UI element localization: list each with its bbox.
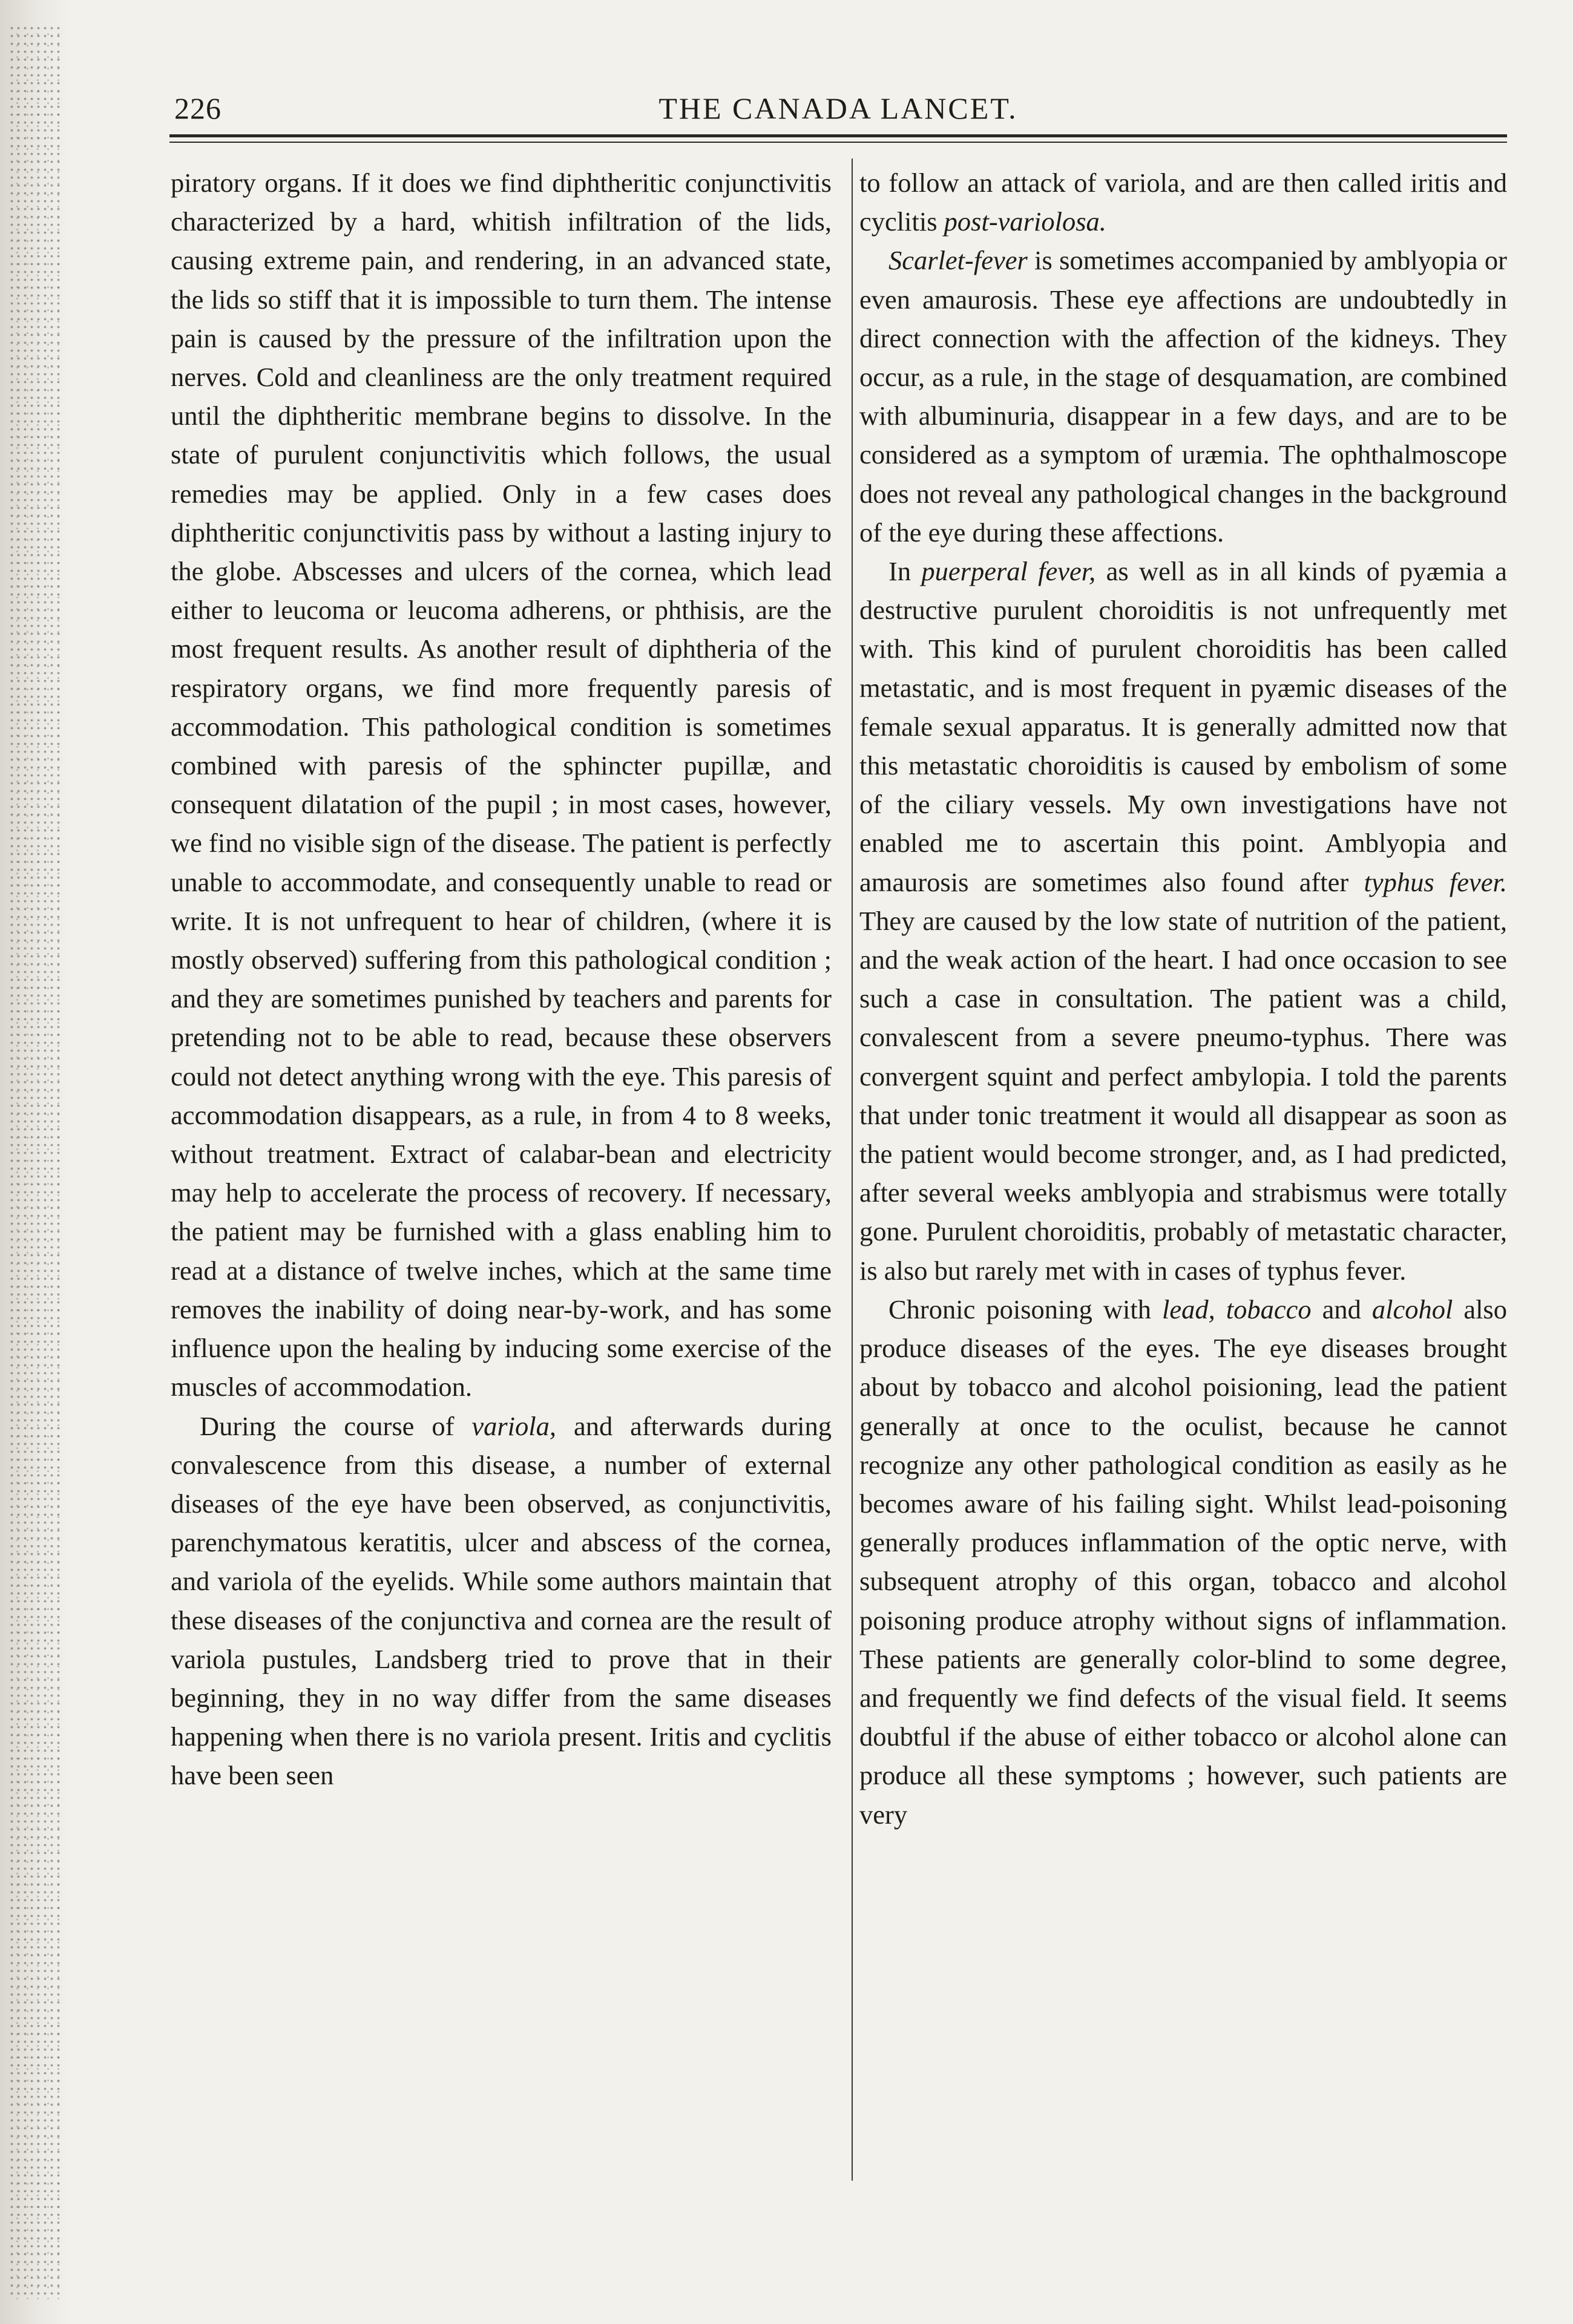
paragraph-scarlet-fever <box>859 241 1507 552</box>
right-column <box>859 163 1507 1834</box>
paragraph-variola <box>171 1407 832 1795</box>
italic-term-alcohol: alcohol <box>1371 1294 1453 1324</box>
italic-term-variola: variola, <box>471 1410 557 1441</box>
italic-term-tobacco: tobacco <box>1226 1294 1312 1324</box>
text-run: Chronic poisoning with <box>888 1294 1162 1324</box>
running-head-title: THE CANADA LANCET. <box>658 91 1018 125</box>
text-run: is sometimes accompanied by amblyopia or even amaurosis. These eye affections are undoubtedly in direct connection with the affection of the kidneys. They occur, as a rule, in the stage of desquamation, are combined with albuminuria, disappear in a few days, and are to be considered as a symptom of uræmia. The ophthalmoscope does not reveal any pathological changes in the background of the eye during these affections. <box>859 245 1507 548</box>
italic-term-post-variolosa: post-variolosa. <box>944 206 1106 237</box>
italic-term-typhus-fever: typhus fever. <box>1364 866 1508 897</box>
binding-scan-noise <box>8 24 63 2299</box>
header-rule-thick <box>169 134 1507 137</box>
text-run: and <box>1311 1294 1372 1324</box>
left-column <box>171 163 832 1795</box>
page-binding-edge <box>0 0 73 2324</box>
text-run: to follow an attack of variola, and are then called iritis and cyclitis <box>859 168 1507 237</box>
text-run: In <box>888 556 922 587</box>
italic-term-puerperal-fever: puerperal fever, <box>921 556 1096 587</box>
text-run: piratory organs. If it does we find diphtheritic conjunctivitis characterized by a hard, whitish infiltration of the lids, causing extreme pain, and rendering, in an advanced state, the lids so stiff that it is impossible to turn them. The intense pain is caused by the pressure of the infiltration upon the nerves. Cold and cleanliness are the only treatment required until the diphtheritic membrane begins to dissolve. In the state of purulent conjunctivitis which follows, the usual remedies may be applied. Only in a few cases does diphtheritic conjunctivitis pass by without a lasting injury to the globe. Abscesses and ulcers of the cornea, which lead either to leucoma or leucoma adherens, or phthisis, are the most frequent results. As another result of diphtheria of the respiratory organs, we find more frequently paresis of accommodation. This pathological condition is sometimes combined with paresis of the sphincter pupillæ, and consequent dilatation of the pupil ; in most cases, however, we find no visible sign of the disease. The patient is perfectly unable to accommodate, and consequently unable to read or write. It is not unfrequent to hear of children, (where it is mostly observed) suffering from this pathological condition ; and they are sometimes punished by teachers and parents for pretending not to be able to read, because these observers could not detect anything wrong with the eye. This paresis of accommodation disappears, as a rule, in from 4 to 8 weeks, without treatment. Extract of calabar-bean and electricity may help to accelerate the process of recovery. If necessary, the patient may be furnished with a glass enabling him to read at a distance of twelve inches, which at the same time removes the inability of doing near-by-work, and has some influence upon the healing by inducing some exercise of the muscles of accommodation. <box>171 168 832 1403</box>
header-rule-thin <box>169 142 1507 143</box>
text-run: as well as in all kinds of pyæmia a destructive purulent choroiditis is not unfrequently met with. This kind of purulent choroiditis has been called metastatic, and is most frequent in pyæmic diseases of the female sexual apparatus. It is generally admitted now that this metastatic choroiditis is caused by embolism of some of the ciliary vessels. My own investigations have not enabled me to ascertain this point. Amblyopia and amaurosis are sometimes also found after <box>859 556 1507 897</box>
paragraph-puerperal-fever <box>859 552 1507 1290</box>
page-header <box>169 91 1507 133</box>
paragraph-variola-continued <box>859 163 1507 241</box>
italic-term-scarlet-fever: Scarlet-fever <box>888 245 1028 276</box>
text-run: During the course of <box>200 1410 472 1441</box>
text-run: and afterwards during convalescence from this disease, a number of external diseases of the eye have been observed, as conjunctivitis, parenchymatous keratitis, ulcer and abscess of the cornea, and variola of the eyelids. While some authors maintain that these diseases of the conjunctiva and cornea are the result of variola pustules, Landsberg tried to prove that in their beginning, they in no way differ from the same diseases happening when there is no variola present. Iritis and cyclitis have been seen <box>171 1410 832 1791</box>
column-divider <box>852 159 853 2181</box>
text-run <box>1215 1294 1226 1324</box>
text-run: They are caused by the low state of nutrition of the patient, and the weak action of the heart. I had once occasion to see such a case in consultation. The patient was a child, convalescent from a severe pneumo-typhus. There was convergent squint and perfect ambylopia. I told the parents that under tonic treatment it would all disappear as soon as the patient would become stronger, and, as I had predicted, after several weeks amblyopia and strabismus were totally gone. Purulent choroiditis, probably of metastatic character, is also but rarely met with in cases of typhus fever. <box>859 905 1507 1286</box>
paragraph-diphtheria-continued <box>171 163 832 1407</box>
text-run: also produce diseases of the eyes. The eye diseases brought about by tobacco and alcohol poisioning, lead the patient generally at once to the oculist, because he cannot recognize any other pathological condition as easily as he becomes aware of his failing sight. Whilst lead-poisoning generally produces inflammation of the optic nerve, with subsequent atrophy of this organ, tobacco and alcohol poisoning produce atrophy without signs of inflammation. These patients are generally color-blind to some degree, and frequently we find defects of the visual field. It seems doubtful if the abuse of either tobacco or alcohol alone can produce all these symptoms ; however, such patients are very <box>859 1294 1507 1830</box>
paragraph-chronic-poisoning <box>859 1290 1507 1834</box>
italic-term-lead: lead, <box>1161 1294 1215 1324</box>
page-number: 226 <box>174 91 222 125</box>
